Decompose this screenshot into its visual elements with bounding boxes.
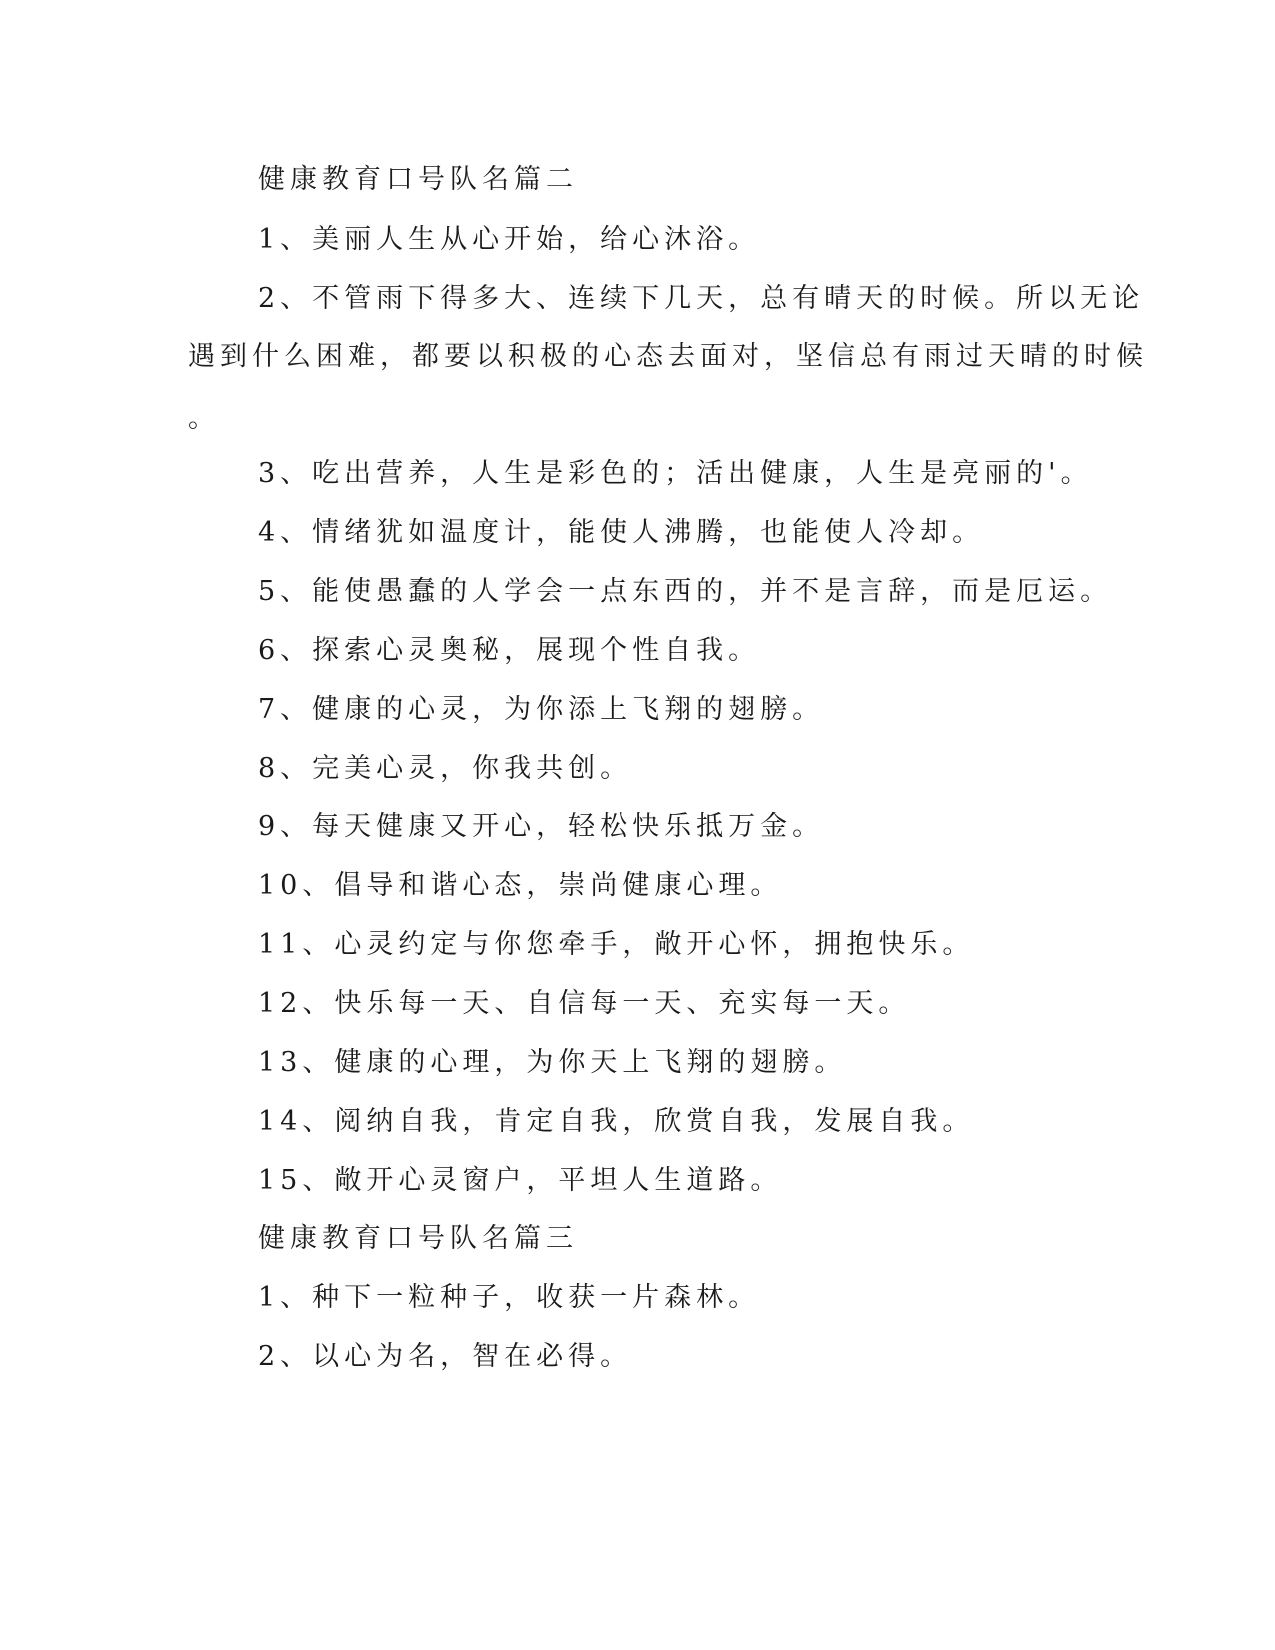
slogan-line: 1、种下一粒种子，收获一片森林。: [258, 1282, 761, 1313]
slogan-line: 7、健康的心灵，为你添上飞翔的翅膀。: [258, 694, 825, 725]
slogan-line: 14、阅纳自我，肯定自我，欣赏自我，发展自我。: [258, 1106, 975, 1137]
section-heading: 健康教育口号队名篇二: [258, 164, 578, 195]
slogan-line: 5、能使愚蠢的人学会一点东西的，并不是言辞，而是厄运。: [258, 576, 1113, 607]
slogan-line: 8、完美心灵，你我共创。: [258, 753, 633, 784]
slogan-line: 3、吃出营养，人生是彩色的；活出健康，人生是亮丽的'。: [258, 458, 1093, 489]
slogan-line: 1、美丽人生从心开始，给心沐浴。: [258, 224, 761, 255]
slogan-line-continued: 。: [188, 403, 220, 434]
slogan-line: 4、情绪犹如温度计，能使人沸腾，也能使人冷却。: [258, 517, 985, 548]
slogan-line: 2、以心为名，智在必得。: [258, 1341, 633, 1372]
slogan-line: 13、健康的心理，为你天上飞翔的翅膀。: [258, 1047, 847, 1078]
slogan-line: 15、敞开心灵窗户，平坦人生道路。: [258, 1165, 783, 1196]
slogan-line: 11、心灵约定与你您牵手，敞开心怀，拥抱快乐。: [258, 929, 975, 960]
slogan-line: 10、倡导和谐心态，崇尚健康心理。: [258, 870, 783, 901]
slogan-line: 9、每天健康又开心，轻松快乐抵万金。: [258, 811, 825, 842]
slogan-line: 6、探索心灵奥秘，展现个性自我。: [258, 635, 761, 666]
section-heading: 健康教育口号队名篇三: [258, 1223, 578, 1254]
slogan-line: 2、不管雨下得多大、连续下几天，总有晴天的时候。所以无论: [258, 283, 1145, 314]
slogan-line-continued: 遇到什么困难，都要以积极的心态去面对，坚信总有雨过天晴的时候: [188, 341, 1148, 372]
slogan-line: 12、快乐每一天、自信每一天、充实每一天。: [258, 988, 911, 1019]
